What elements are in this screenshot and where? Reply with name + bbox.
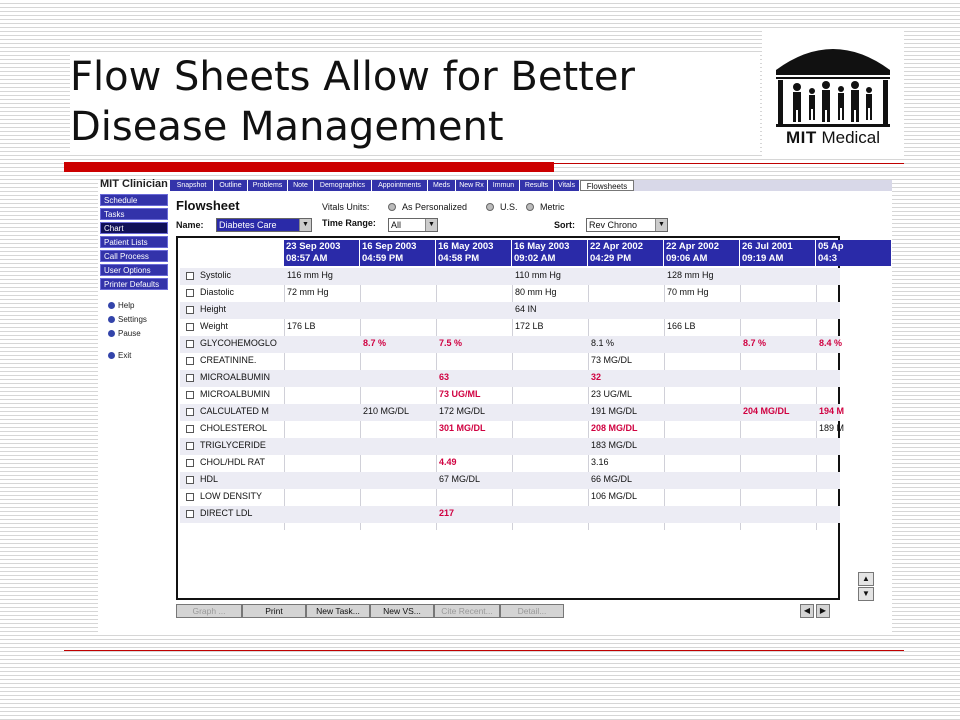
tab-bar [170,180,892,191]
table-cell: 301 MG/DL [439,423,486,433]
tab-problems[interactable]: Problems [248,180,288,191]
row-label: LOW DENSITY [200,491,263,501]
tab-vitals[interactable]: Vitals [554,180,580,191]
table-cell: 63 [439,372,450,382]
tab-meds[interactable]: Meds [428,180,456,191]
row-checkbox[interactable] [186,340,194,348]
row-checkbox[interactable] [186,272,194,280]
tab-note[interactable]: Note [288,180,314,191]
row-checkbox[interactable] [186,476,194,484]
app-title: MIT Clinician [100,178,168,190]
footer-rule [64,650,904,651]
row-checkbox[interactable] [186,425,194,433]
table-row [180,302,840,319]
row-label: TRIGLYCERIDE [200,440,266,450]
table-cell: 8.7 % [743,338,767,348]
toolbar-button-new-vs[interactable]: New VS... [370,604,434,618]
table-cell: 172 MG/DL [439,406,486,416]
sidebar-link-settings[interactable] [108,314,147,326]
vitals-option-label: Metric [540,202,565,212]
radio-as-personalized[interactable] [388,203,396,211]
row-label: CHOLESTEROL [200,423,268,433]
toolbar-button-print[interactable]: Print [242,604,306,618]
row-checkbox[interactable] [186,357,194,365]
logo-text-bold: MIT [785,128,817,147]
sidebar-link-pause[interactable] [108,328,141,340]
row-checkbox[interactable] [186,391,194,399]
column-date: 16 Sep 2003 [362,241,417,252]
table-cell: 176 LB [287,321,316,331]
table-cell: 7.5 % [439,338,463,348]
column-date: 16 May 2003 [514,241,570,252]
table-row [180,438,840,455]
sidebar-link-exit[interactable] [108,350,131,362]
table-cell: 217 [439,508,455,518]
column-date: 05 Ap [818,241,844,252]
title-accent-bar [64,162,554,172]
table-cell: 67 MG/DL [439,474,481,484]
name-label: Name: [176,220,204,230]
table-cell: 80 mm Hg [515,287,557,297]
toolbar-button-new-task[interactable]: New Task... [306,604,370,618]
table-cell: 23 UG/ML [591,389,633,399]
sort-value: Rev Chrono [589,220,638,230]
column-time: 04:3 [818,253,838,264]
table-cell: 8.7 % [363,338,387,348]
mit-medical-logo [762,30,904,158]
table-cell: 64 IN [515,304,537,314]
column-date: 23 Sep 2003 [286,241,341,252]
tab-results[interactable]: Results [520,180,554,191]
sidebar-item-tasks[interactable]: Tasks [100,208,168,220]
row-checkbox[interactable] [186,408,194,416]
table-cell: 3.16 [591,457,609,467]
sidebar-item-printer-defaults[interactable]: Printer Defaults [100,278,168,290]
table-cell: 106 MG/DL [591,491,638,501]
sidebar-item-user-options[interactable]: User Options [100,264,168,276]
table-cell: 194 M [819,406,845,416]
table-row [180,404,845,421]
row-label: CALCULATED M [200,406,269,416]
sort-label: Sort: [554,220,575,230]
table-cell: 73 MG/DL [591,355,633,365]
chevron-down-icon: ▼ [299,219,311,231]
building-logo-icon [762,30,904,130]
radio-us[interactable] [486,203,494,211]
table-row [180,387,840,404]
sidebar-item-patient-lists[interactable]: Patient Lists [100,236,168,248]
column-time: 04:58 PM [438,253,480,264]
name-select-value: Diabetes Care [219,220,277,230]
settings-icon [108,316,115,323]
sidebar-link-label: Pause [118,329,141,338]
row-label: CREATININE. [200,355,257,365]
next-arrow-icon[interactable]: ▶ [816,604,830,618]
exit-icon [108,352,115,359]
flowsheet-heading: Flowsheet [176,198,240,213]
table-cell: 172 LB [515,321,544,331]
chevron-down-icon: ▼ [655,219,667,231]
pause-icon [108,330,115,337]
table-cell: 73 UG/ML [439,389,481,399]
table-cell: 208 MG/DL [591,423,638,433]
time-range-value: All [391,220,402,230]
tab-new-rx[interactable]: New Rx [456,180,488,191]
table-row [180,370,840,387]
table-cell: 4.49 [439,457,457,467]
table-cell: 166 LB [667,321,696,331]
table-row [180,455,840,472]
row-checkbox[interactable] [186,442,194,450]
time-range-select[interactable] [388,218,438,232]
sidebar-link-label: Settings [118,315,147,324]
table-row [180,336,843,353]
table-row [180,353,840,370]
table-cell: 183 MG/DL [591,440,638,450]
column-time: 09:06 AM [666,253,708,264]
vitals-option-label: As Personalized [402,202,468,212]
column-header [284,240,360,266]
row-checkbox[interactable] [186,323,194,331]
row-label: MICROALBUMIN [200,372,271,382]
row-checkbox[interactable] [186,459,194,467]
row-label: GLYCOHEMOGLO [200,338,277,348]
row-checkbox[interactable] [186,289,194,297]
table-row [180,268,840,285]
table-cell: 110 mm Hg [515,270,561,280]
scroll-down-button[interactable]: ▼ [858,587,874,601]
column-time: 09:19 AM [742,253,784,264]
column-time: 09:02 AM [514,253,556,264]
column-header [512,240,588,266]
time-range-label: Time Range: [322,218,376,228]
slide-title-line-2: Disease Management [70,104,504,150]
table-cell: 72 mm Hg [287,287,329,297]
vitals-units-label: Vitals Units: [322,202,370,212]
column-date: 22 Apr 2002 [666,241,719,252]
column-date: 26 Jul 2001 [742,241,793,252]
table-cell: 8.4 % [819,338,843,348]
toolbar-button-detail[interactable]: Detail... [500,604,564,618]
table-row [180,319,840,336]
table-cell: 204 MG/DL [743,406,790,416]
row-checkbox[interactable] [186,374,194,382]
logo-text-rest: Medical [816,128,881,147]
column-date: 22 Apr 2002 [590,241,643,252]
sidebar-item-chart[interactable]: Chart [100,222,168,234]
column-header [740,240,816,266]
name-select[interactable] [216,218,312,232]
sidebar-item-schedule[interactable]: Schedule [100,194,168,206]
slide-title [70,52,760,152]
table-cell: 189 M [819,423,845,433]
sort-select[interactable] [586,218,668,232]
sidebar-link-label: Help [118,301,135,310]
toolbar-button-graph[interactable]: Graph ... [176,604,242,618]
table-cell: 8.1 % [591,338,615,348]
table-cell: 191 MG/DL [591,406,638,416]
row-label: Diastolic [200,287,235,297]
row-checkbox[interactable] [186,306,194,314]
column-header [360,240,436,266]
column-header [436,240,512,266]
tab-immun[interactable]: Immun [488,180,520,191]
row-label: HDL [200,474,219,484]
column-header [664,240,740,266]
tab-appointments[interactable]: Appointments [372,180,428,191]
table-row [180,472,840,489]
column-header [816,240,892,266]
scroll-up-button[interactable]: ▲ [858,572,874,586]
flowsheet-grid [176,236,845,600]
table-cell: 32 [591,372,602,382]
tab-snapshot[interactable]: Snapshot [170,180,214,191]
column-date: 16 May 2003 [438,241,494,252]
app-screenshot [98,180,892,632]
table-row [180,506,840,523]
table-row [180,285,840,302]
logo-caption [768,128,898,148]
row-checkbox[interactable] [186,510,194,518]
slide-title-line-1: Flow Sheets Allow for Better [70,54,635,100]
table-cell: 128 mm Hg [667,270,714,280]
tab-demographics[interactable]: Demographics [314,180,372,191]
help-icon [108,302,115,309]
tab-outline[interactable]: Outline [214,180,248,191]
sidebar-item-call-process[interactable]: Call Process [100,250,168,262]
table-row [180,489,840,506]
tab-flowsheets[interactable]: Flowsheets [580,180,634,191]
title-rule [554,163,904,164]
table-cell: 116 mm Hg [287,270,333,280]
vitals-option-label: U.S. [500,202,518,212]
column-time: 04:29 PM [590,253,632,264]
row-label: CHOL/HDL RAT [200,457,266,467]
radio-metric[interactable] [526,203,534,211]
sidebar-link-help[interactable] [108,300,134,312]
row-label: Systolic [200,270,232,280]
row-label: Weight [200,321,228,331]
column-time: 04:59 PM [362,253,404,264]
chevron-down-icon: ▼ [425,219,437,231]
table-row [180,421,845,438]
row-checkbox[interactable] [186,493,194,501]
sidebar-link-label: Exit [118,351,132,360]
toolbar-button-cite-recent[interactable]: Cite Recent... [434,604,500,618]
row-label: DIRECT LDL [200,508,253,518]
row-label: MICROALBUMIN [200,389,271,399]
table-cell: 210 MG/DL [363,406,410,416]
column-time: 08:57 AM [286,253,328,264]
column-header [588,240,664,266]
prev-arrow-icon[interactable]: ◀ [800,604,814,618]
row-label: Height [200,304,227,314]
table-cell: 70 mm Hg [667,287,709,297]
table-cell: 66 MG/DL [591,474,633,484]
